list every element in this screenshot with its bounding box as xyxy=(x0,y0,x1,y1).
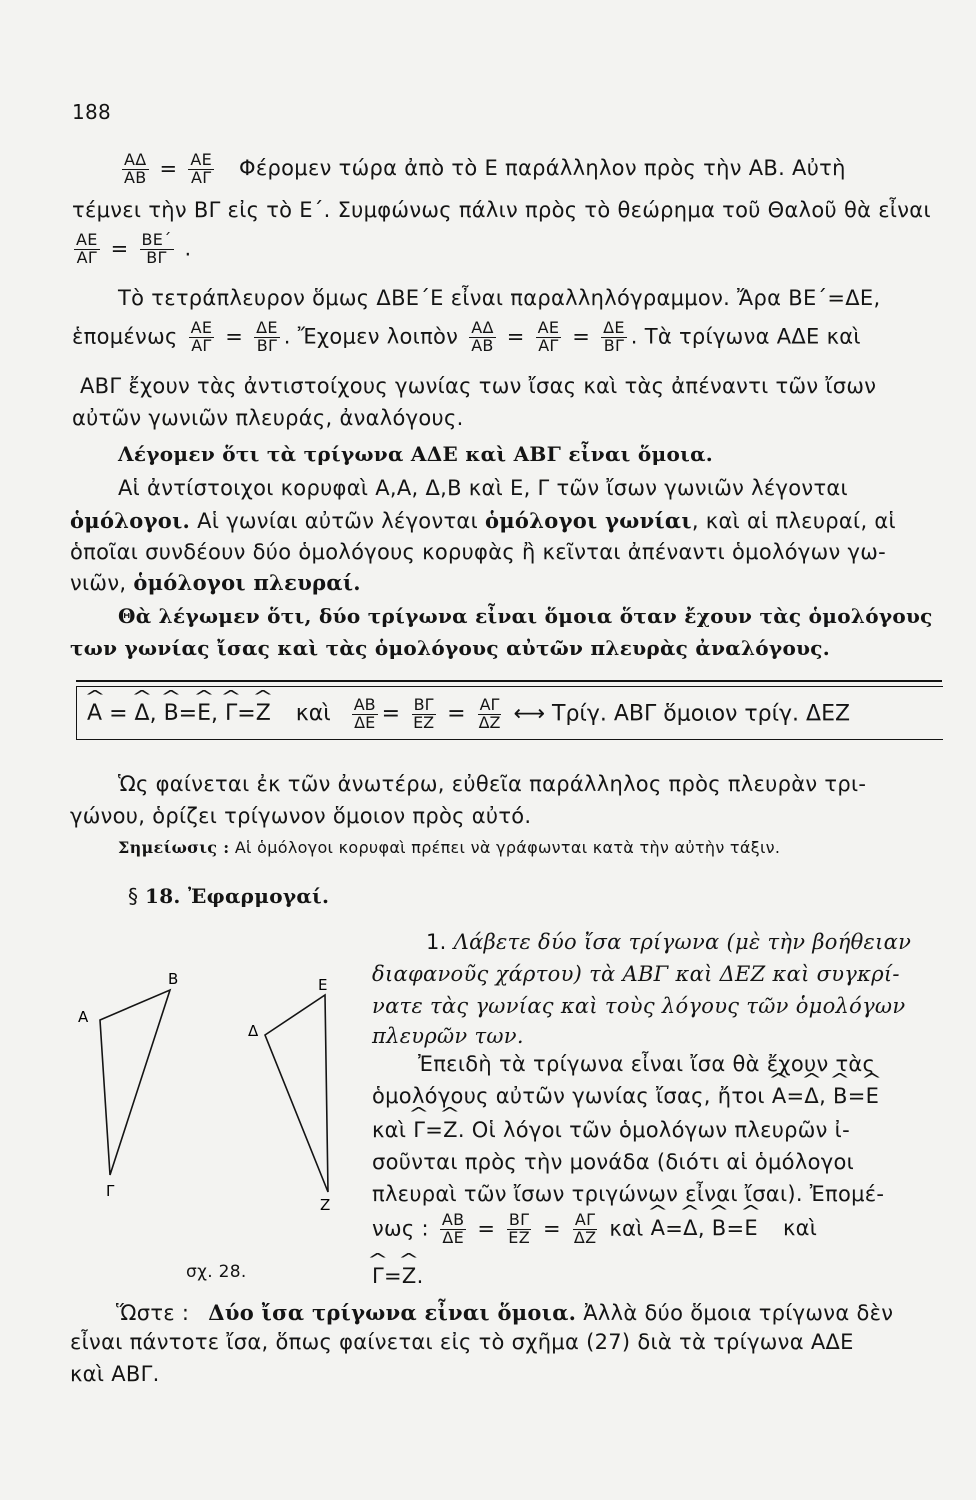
note-text: Αἱ ὁμόλογοι κορυφαὶ πρέπει νὰ γράφωνται κατὰ τὴν αὐτὴν τάξιν. xyxy=(234,838,781,857)
exercise-1-line-2: διαφανοῦς χάρτου) τὰ ΑΒΓ καὶ ΔΕΖ καὶ συγκρί- xyxy=(372,962,900,986)
angle: ^ Γ xyxy=(413,1118,425,1142)
fraction: $\frac{B\Gamma}{EZ}$ xyxy=(413,695,435,732)
angle: ^ Δ xyxy=(804,1084,819,1108)
angle: ^ Ζ xyxy=(402,1264,417,1288)
line-1 xyxy=(118,152,846,187)
definition-line-1: Θὰ λέγωμεν ὅτι, δύο τρίγωνα εἶναι ὅμοια ὅταν ἔχουν τὰς ὁμολόγους xyxy=(118,604,933,628)
label-d: Δ xyxy=(248,1022,259,1040)
angle: ^ Δ xyxy=(135,701,150,726)
angle: ^ Δ xyxy=(683,1216,698,1240)
equals: = xyxy=(237,701,256,727)
boxed-statement xyxy=(76,686,943,740)
text: Ἀλλὰ δύο ὅμοια τρίγωνα δὲν xyxy=(583,1301,894,1325)
equals: = xyxy=(381,701,401,727)
period: . xyxy=(416,1264,424,1288)
period: . xyxy=(184,236,192,261)
fraction: $\frac{\Delta E}{B\Gamma}$ xyxy=(603,318,625,355)
exercise-body-4: σοῦνται πρὸς τὴν μονάδα (διότι αἱ ὁμόλογοι xyxy=(372,1150,854,1174)
angle: ^ Β xyxy=(712,1216,727,1240)
fraction: $\frac{\Delta E}{B\Gamma}$ xyxy=(256,318,278,355)
equals: = xyxy=(572,324,591,349)
fraction: $\frac{B\Gamma}{EZ}$ xyxy=(508,1210,530,1247)
line-6: ΑΒΓ ἔχουν τὰς ἀντιστοίχους γωνίας των ἴσας καὶ τὰς ἀπέναντι τῶν ἴσων xyxy=(80,374,877,398)
fraction: $\frac{A\Gamma}{\Delta Z}$ xyxy=(573,1210,597,1247)
box-rule-top xyxy=(76,680,942,682)
text: νως : xyxy=(372,1216,429,1241)
term-bold: ὁμόλογοι πλευραί. xyxy=(133,570,361,595)
angle: ^ Α xyxy=(651,1216,666,1240)
angle: ^ Β xyxy=(164,701,179,726)
figure-28 xyxy=(60,960,360,1260)
angle: ^ Ε xyxy=(866,1084,880,1108)
fraction: $\frac{AE}{A\Gamma}$ xyxy=(537,318,560,355)
equals: = xyxy=(542,1216,561,1241)
line-7: αὐτῶν γωνιῶν πλευράς, ἀναλόγους. xyxy=(72,406,464,430)
angle: ^ Β xyxy=(833,1084,848,1108)
label-g: Γ xyxy=(106,1182,115,1200)
line-2: τέμνει τὴν ΒΓ εἰς τὸ Ε΄. Συμφώνως πάλιν πρὸς τὸ θεώρημα τοῦ Θαλοῦ θὰ εἶναι xyxy=(72,198,931,222)
equivalence-arrow: ⟷ xyxy=(513,701,546,727)
equals: = xyxy=(109,701,128,727)
fraction: $\frac{AE}{A\Gamma}$ xyxy=(76,230,98,267)
note xyxy=(118,838,780,857)
text: καὶ xyxy=(782,1216,818,1241)
fraction: $\frac{AE}{A\Gamma}$ xyxy=(190,318,213,355)
exercise-1-line-3: νατε τὰς γωνίας καὶ τοὺς λόγους τῶν ὁμολόγων xyxy=(372,994,906,1018)
text: ὁμολόγους αὐτῶν γωνίας ἴσας, ἤτοι xyxy=(372,1084,765,1108)
text: Τρίγ. ΑΒΓ ὅμοιον τρίγ. ΔΕΖ xyxy=(552,701,851,727)
equals: = xyxy=(225,324,244,349)
text: καὶ xyxy=(372,1118,407,1142)
equals: = xyxy=(506,324,525,349)
line-11: ὁποῖαι συνδέουν δύο ὁμολόγους κορυφὰς ἢ κεῖνται ἀπέναντι ὁμολόγων γω- xyxy=(70,540,886,564)
line-12 xyxy=(70,570,361,595)
line-9: Αἱ ἀντίστοιχοι κορυφαὶ Α,Α, Δ,Β καὶ Ε, Γ τῶν ἴσων γωνιῶν λέγονται xyxy=(118,476,848,500)
angle: ^ Α xyxy=(87,701,102,726)
angle: ^ Γ xyxy=(372,1264,384,1288)
equals: = xyxy=(384,1264,402,1288)
exercise-body-7 xyxy=(372,1264,424,1288)
comma: , xyxy=(819,1084,827,1108)
text: , καὶ αἱ πλευραί, αἱ xyxy=(691,509,896,533)
line-16: γώνου, ὁρίζει τρίγωνον ὅμοιον πρὸς αὐτό. xyxy=(70,804,532,828)
equals: = xyxy=(447,701,466,727)
exercise-body-1: Ἐπειδὴ τὰ τρίγωνα εἶναι ἴσα θὰ ἔχουν τὰς xyxy=(418,1052,876,1076)
text: Ὥστε : xyxy=(116,1301,190,1325)
exercise-number: 1. xyxy=(426,930,447,954)
boxed-content xyxy=(87,697,850,732)
fraction: $\frac{AB}{\Delta E}$ xyxy=(353,695,376,732)
equals: = xyxy=(425,1118,444,1142)
comma: , xyxy=(149,701,157,727)
angle: ^ Α xyxy=(772,1084,787,1108)
exercise-1-line-1 xyxy=(426,930,911,954)
equals: = xyxy=(847,1084,866,1108)
exercise-1-line-4: πλευρῶν των. xyxy=(372,1024,524,1048)
section-heading xyxy=(128,884,329,908)
line-3 xyxy=(70,232,192,267)
equals: = xyxy=(786,1084,805,1108)
fraction: $\frac{AE}{A\Gamma}$ xyxy=(190,150,213,187)
text: (μὲ τὴν βοήθειαν xyxy=(726,930,912,954)
text: . Ἔχομεν λοιπὸν xyxy=(283,324,459,349)
line-1-text: Φέρομεν τώρα ἀπὸ τὸ Ε παράλληλον πρὸς τὴν ΑΒ. Αὐτὴ xyxy=(239,156,846,181)
angle: ^ Ε xyxy=(744,1216,758,1240)
text: . Οἱ λόγοι τῶν ὁμολόγων πλευρῶν ἰ- xyxy=(457,1118,850,1142)
final-line-2: εἶναι πάντοτε ἴσα, ὅπως φαίνεται εἰς τὸ σχῆμα (27) διὰ τὰ τρίγωνα ΑΔΕ xyxy=(70,1330,854,1354)
triangle-abg xyxy=(100,990,170,1175)
comma: , xyxy=(211,701,218,727)
exercise-body-6 xyxy=(372,1212,817,1247)
line-4: Τὸ τετράπλευρον ὅμως ΔΒΕ΄Ε εἶναι παραλληλόγραμμον. Ἄρα ΒΕ΄=ΔΕ, xyxy=(118,286,881,310)
term-bold: ὁμόλογοι. xyxy=(70,508,191,533)
comma: , xyxy=(697,1216,705,1241)
label-e: E xyxy=(318,976,328,994)
triangle-dez xyxy=(265,995,328,1192)
line-15: Ὡς φαίνεται ἐκ τῶν ἀνωτέρω, εὐθεῖα παράλληλος πρὸς πλευρὰν τρι- xyxy=(118,772,867,796)
fraction: $\frac{A\Gamma}{\Delta Z}$ xyxy=(478,695,501,732)
label-b: B xyxy=(168,970,179,988)
angle: ^ Ε xyxy=(197,701,211,726)
line-5 xyxy=(72,320,861,355)
section-mark: § xyxy=(128,884,139,908)
equals: = xyxy=(178,701,198,727)
text: ἑπομένως xyxy=(72,324,178,349)
line-10 xyxy=(70,508,896,533)
equals: = xyxy=(665,1216,684,1241)
label-z: Z xyxy=(320,1196,331,1214)
page-number: 188 xyxy=(72,100,112,124)
fraction: $\frac{A\Delta}{AB}$ xyxy=(471,318,494,355)
text: Αἱ γωνίαι αὐτῶν λέγονται xyxy=(190,509,485,533)
fraction: $\frac{AB}{\Delta E}$ xyxy=(441,1210,465,1247)
text: . Τὰ τρίγωνα ΑΔΕ καὶ xyxy=(630,324,861,349)
angle: ^ Ζ xyxy=(256,701,271,726)
note-label: Σημείωσις : xyxy=(118,838,230,857)
section-title: 18. Ἐφαρμογαί. xyxy=(144,884,330,908)
text: καὶ xyxy=(295,701,331,727)
equals: = xyxy=(477,1216,496,1241)
exercise-body-3 xyxy=(372,1118,850,1142)
term-bold: ὁμόλογοι γωνίαι xyxy=(484,508,692,533)
text: νιῶν, xyxy=(70,571,134,595)
exercise-body-5: πλευραὶ τῶν ἴσων τριγώνων εἶναι ἴσαι). Ἐπομέ- xyxy=(372,1182,885,1206)
final-line-3: καὶ ΑΒΓ. xyxy=(70,1362,160,1386)
fraction: $\frac{BE΄}{B\Gamma}$ xyxy=(141,230,172,267)
line-8-bold: Λέγομεν ὅτι τὰ τρίγωνα ΑΔΕ καὶ ΑΒΓ εἶναι ὅμοια. xyxy=(118,442,714,466)
figure-caption: σχ. 28. xyxy=(186,1262,247,1282)
definition-line-2: των γωνίας ἴσας καὶ τὰς ὁμολόγους αὐτῶν πλευρὰς ἀναλόγους. xyxy=(70,636,830,660)
label-a: A xyxy=(78,1008,89,1026)
text: καὶ xyxy=(609,1216,644,1241)
statement-bold: Δύο ἴσα τρίγωνα εἶναι ὅμοια. xyxy=(208,1300,577,1325)
text: Λάβετε δύο ἴσα τρίγωνα xyxy=(453,930,720,954)
equals: = xyxy=(726,1216,745,1241)
final-line-1 xyxy=(116,1300,893,1325)
fraction: $\frac{A\Delta}{AB}$ xyxy=(124,150,147,187)
angle: ^ Γ xyxy=(225,701,237,726)
angle: ^ Ζ xyxy=(443,1118,458,1142)
equals: = xyxy=(110,236,129,261)
equals: = xyxy=(159,156,178,181)
